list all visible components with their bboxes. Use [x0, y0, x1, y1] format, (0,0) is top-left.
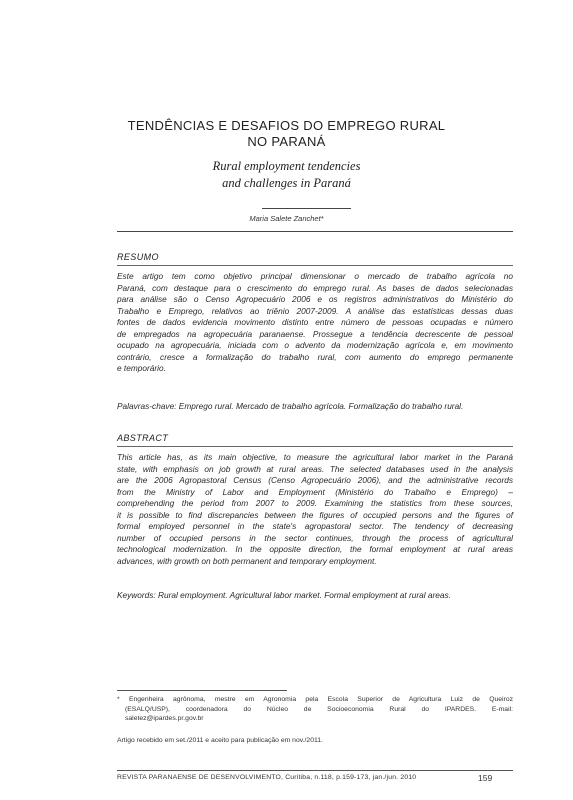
resumo-body — [117, 271, 513, 375]
abstract-line: advances, with growth on both permanent and temporary employment. — [117, 555, 377, 566]
resumo-line: de empregados na agropecuária paranaense. Prossegue a tendência decrescente de pessoal — [117, 328, 513, 339]
abstract-keywords: Keywords: Rural employment. Agricultural labor market. Formal employment at rural areas. — [117, 590, 451, 600]
resumo-line: ocupado na agropecuária, iniciada com o advento da modernização agrícola e, em movimento — [117, 340, 513, 350]
subtitle-line: and challenges in Paraná — [222, 176, 351, 190]
received-note: Artigo recebido em set./2011 e aceito para publicação em nov./2011. — [117, 737, 323, 744]
resumo-line: Paraná, com destaque para o crescimento do emprego rural. As bases de dados selecionadas — [117, 282, 513, 293]
abstract-line: comprehending the period from 2007 to 2009. Examining the statistics from these sources, — [117, 498, 513, 508]
footer-divider — [117, 770, 513, 771]
resumo-line: para análise são o Censo Agropecuário 2006 e os registros administrativos do Ministério do — [117, 294, 513, 304]
abstract-line: technological modernization. In the opposite direction, the formal employment at rural areas — [117, 544, 513, 554]
title-line: TENDÊNCIAS E DESAFIOS DO EMPREGO RURAL — [127, 118, 446, 133]
abstract-line: formal employed personnel in the state's agropastoral sector. The tendency of decreasing — [117, 521, 513, 531]
abstract-line: number of occupied persons in the sector continues, through the process of agricultural — [117, 532, 513, 543]
footnote-line: saletez@ipardes.pr.gov.br — [125, 715, 204, 722]
resumo-line: fontes de dados evidencia movimento distinto entre número de pessoas ocupadas e número — [117, 317, 513, 327]
abstract-body — [117, 452, 513, 567]
abstract-line: state, with emphasis on job growth at rural areas. The selected databases used in the analysis — [117, 463, 513, 474]
author-divider — [262, 208, 351, 209]
author-footnote — [117, 695, 513, 724]
subtitle-line: Rural employment tendencies — [212, 159, 361, 173]
article-subtitle — [60, 158, 513, 192]
header-divider — [117, 231, 513, 232]
resumo-line: contrário, cresce a formalização do trabalho rural, com aumento do emprego permanente — [117, 351, 513, 362]
article-title — [60, 118, 513, 150]
abstract-line: This article has, as its main objective, to measure the agricultural labor market in the Paraná — [117, 452, 513, 462]
footnote-line: (ESALQ/USP), coordenadora do Núcleo de Socioeconomia Rural do IPARDES. E-mail: — [125, 705, 513, 713]
abstract-line: it is possible to find discrepancies between the figures of occupied persons and the figures of — [117, 509, 513, 520]
resumo-line: Trabalho e Emprego, relativos ao triênio 2007-2009. A análise das estatísticas dessas duas — [117, 305, 513, 316]
resumo-heading: RESUMO — [117, 252, 159, 262]
footnote-divider — [117, 690, 287, 691]
title-line: NO PARANÁ — [247, 134, 326, 149]
abstract-line: from the Ministry of Labor and Employment (Ministério do Trabalho e Emprego) – — [117, 486, 513, 497]
resumo-keywords: Palavras-chave: Emprego rural. Mercado de trabalho agrícola. Formalização do trabalho rural. — [117, 401, 464, 411]
abstract-heading: ABSTRACT — [117, 433, 169, 443]
author-name: Maria Salete Zanchet* — [249, 214, 324, 223]
abstract-line: are the 2006 Agropastoral Census (Censo Agropecuário 2006), and the administrative records — [117, 475, 513, 485]
resumo-line: Este artigo tem como objetivo principal dimensionar o mercado de trabalho agrícola no — [117, 271, 513, 281]
page-number: 159 — [478, 773, 493, 783]
resumo-divider — [117, 265, 513, 266]
footnote-line: * Engenheira agrônoma, mestre em Agronomia pela Escola Superior de Agricultura Luiz de Queiroz — [117, 696, 513, 703]
resumo-line: e temporário. — [117, 363, 166, 373]
abstract-divider — [117, 446, 513, 447]
journal-citation: REVISTA PARANAENSE DE DESENVOLVIMENTO, Curitiba, n.118, p.159-173, jan./jun. 2010 — [117, 774, 417, 781]
